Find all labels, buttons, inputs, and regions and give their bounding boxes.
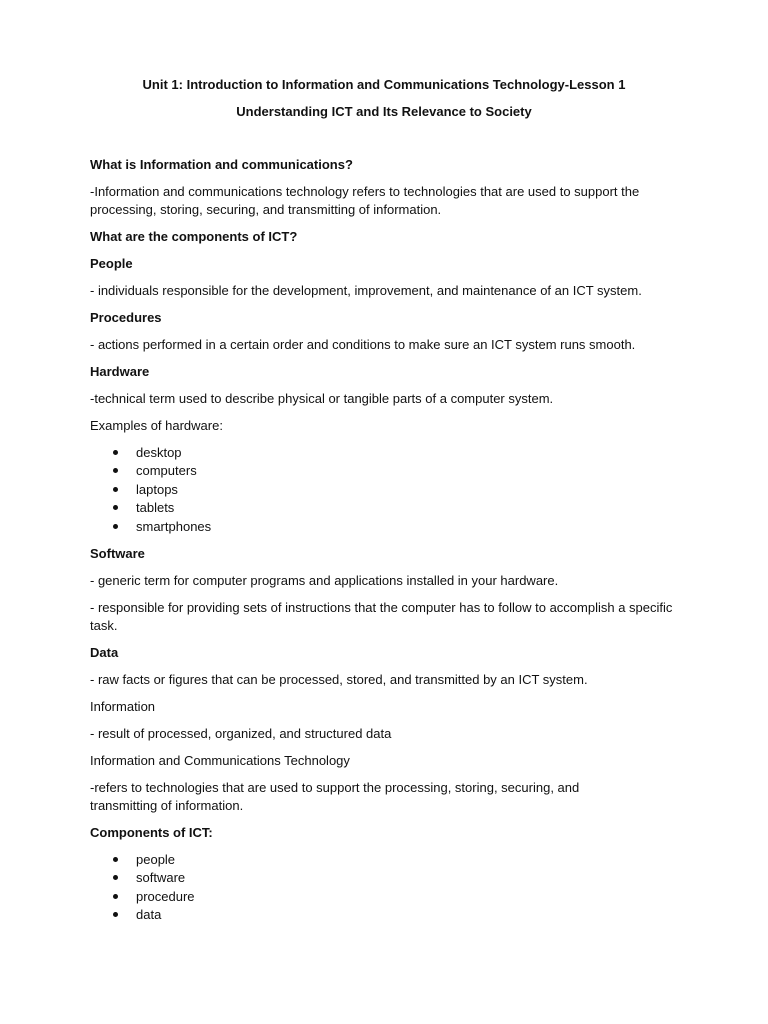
list-item-text: procedure [136, 888, 195, 904]
bullet-icon [113, 487, 118, 492]
section-desc-ict: -refers to technologies that are used to support the processing, storing, securing, and transmitting of information. [90, 779, 580, 813]
bullet-icon [113, 468, 118, 473]
list-item [90, 499, 690, 517]
question-answer-ict: -Information and communications technology refers to technologies that are used to support the processing, storing, securing, and transmitting of information. [90, 184, 640, 217]
section-label-information: Information [90, 698, 156, 714]
document-subtitle: Understanding ICT and Its Relevance to Society [236, 104, 532, 119]
question-heading-components: What are the components of ICT? [90, 229, 298, 244]
bullet-icon [113, 505, 118, 510]
section-desc-hardware: -technical term used to describe physical or tangible parts of a computer system. [90, 391, 554, 406]
section-heading-components: Components of ICT: [90, 824, 213, 840]
section-heading-data: Data [90, 644, 119, 660]
components-list [90, 851, 690, 925]
list-item-text: software [136, 870, 186, 886]
section-desc-people: - individuals responsible for the development, improvement, and maintenance of an ICT system. [90, 283, 642, 298]
document-body [90, 76, 690, 934]
list-item-text: laptops [136, 481, 178, 497]
list-item-text: people [136, 851, 176, 867]
list-item [90, 481, 690, 499]
document-title: Unit 1: Introduction to Information and Communications Technology-Lesson 1 [142, 77, 626, 92]
list-item-text: computers [136, 463, 197, 479]
list-item [90, 906, 690, 924]
question-heading-ict: What is Information and communications? [90, 157, 353, 172]
section-heading-software: Software [90, 545, 145, 561]
bullet-icon [113, 894, 118, 899]
section-heading-procedures: Procedures [90, 310, 162, 325]
list-item-text: data [136, 907, 162, 923]
bullet-icon [113, 450, 118, 455]
bullet-icon [113, 857, 118, 862]
list-item [90, 462, 690, 480]
bullet-icon [113, 875, 118, 880]
hardware-examples-label: Examples of hardware: [90, 418, 223, 433]
list-item-text: desktop [136, 445, 182, 460]
bullet-icon [113, 524, 118, 529]
list-item [90, 888, 690, 906]
section-desc-software-1: - generic term for computer programs and applications installed in your hardware. [90, 572, 559, 588]
section-desc-information: - result of processed, organized, and structured data [90, 725, 392, 741]
section-desc-procedures: - actions performed in a certain order and conditions to make sure an ICT system runs smooth. [90, 337, 636, 352]
list-item-text: smartphones [136, 518, 212, 534]
list-item [90, 851, 690, 869]
hardware-examples-list [90, 444, 690, 536]
list-item [90, 444, 690, 462]
list-item-text: tablets [136, 500, 175, 516]
section-desc-data: - raw facts or figures that can be processed, stored, and transmitted by an ICT system. [90, 671, 588, 687]
bullet-icon [113, 912, 118, 917]
section-label-ict: Information and Communications Technology [90, 752, 350, 768]
list-item [90, 869, 690, 887]
section-heading-hardware: Hardware [90, 364, 150, 379]
list-item [90, 518, 690, 536]
section-desc-software-2: - responsible for providing sets of instructions that the computer has to follow to accomplish a specific task. [90, 599, 673, 633]
section-heading-people: People [90, 256, 133, 271]
